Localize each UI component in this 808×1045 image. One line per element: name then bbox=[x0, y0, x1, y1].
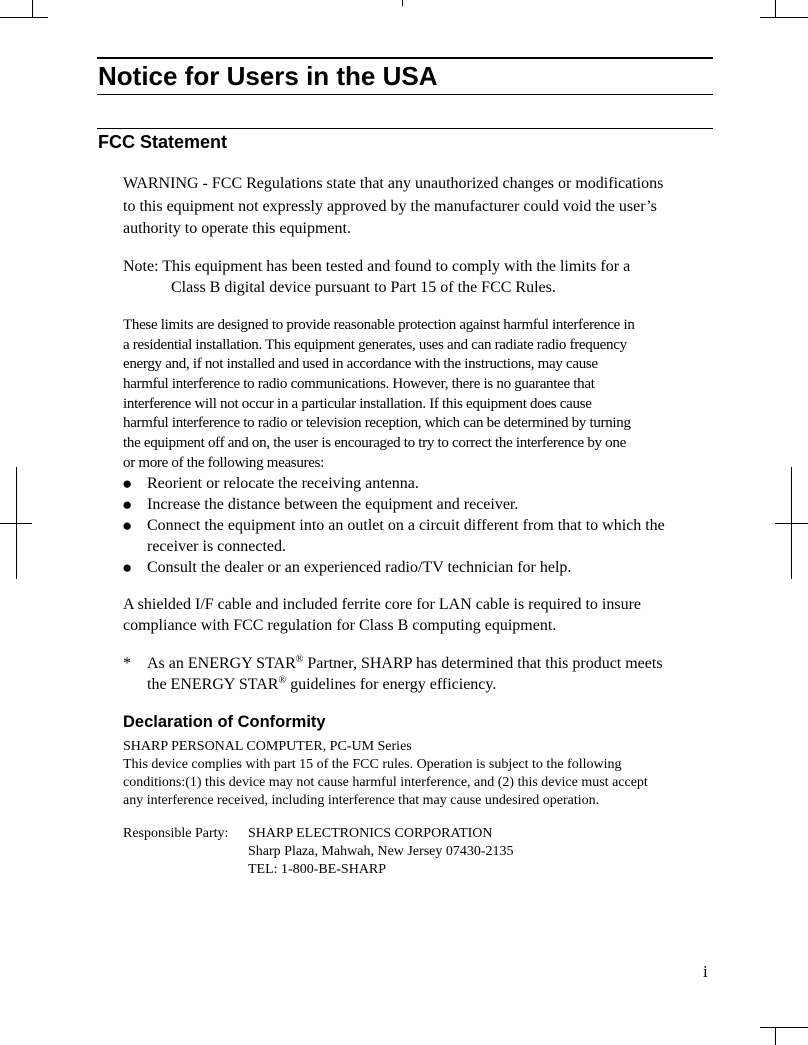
limits-line: or more of the following measures: bbox=[123, 454, 324, 471]
registered-mark: ® bbox=[295, 654, 304, 665]
measures-list bbox=[123, 473, 723, 578]
note-paragraph bbox=[123, 257, 723, 298]
energy-star-line bbox=[123, 653, 723, 674]
crop-mark-top-center bbox=[402, 0, 403, 6]
note-line: Note: This equipment has been tested and found to comply with the limits for a bbox=[123, 258, 631, 275]
title-rule-bottom bbox=[97, 94, 713, 95]
crop-mark-left-mid-h bbox=[0, 523, 32, 524]
crop-mark-top-left-h bbox=[0, 17, 48, 18]
responsible-party-line: Sharp Plaza, Mahwah, New Jersey 07430-2135 bbox=[248, 844, 514, 859]
crop-mark-top-right-v bbox=[775, 0, 776, 17]
responsible-party-details bbox=[248, 825, 514, 879]
shielded-cable-paragraph bbox=[123, 594, 723, 636]
list-item-text: Connect the equipment into an outlet on a circuit different from that to which the bbox=[147, 517, 665, 534]
note-line: Class B digital device pursuant to Part 15 of the FCC Rules. bbox=[171, 278, 556, 296]
energy-star-text: As an ENERGY STAR bbox=[147, 655, 296, 672]
energy-star-text: Partner, SHARP has determined that this product meets bbox=[303, 655, 663, 672]
responsible-party-line: SHARP ELECTRONICS CORPORATION bbox=[248, 826, 493, 841]
crop-mark-top-right-h bbox=[760, 17, 808, 18]
list-item-text: Increase the distance between the equipment and receiver. bbox=[147, 496, 519, 513]
section-heading: FCC Statement bbox=[98, 132, 228, 152]
crop-mark-right-mid-h bbox=[775, 523, 808, 524]
list-item-text: Reorient or relocate the receiving antenna. bbox=[147, 475, 419, 492]
declaration-line: SHARP PERSONAL COMPUTER, PC-UM Series bbox=[123, 739, 412, 754]
declaration-line: This device complies with part 15 of the FCC rules. Operation is subject to the following bbox=[123, 757, 622, 772]
warning-line: WARNING - FCC Regulations state that any unauthorized changes or modifications bbox=[123, 175, 664, 192]
warning-paragraph bbox=[123, 173, 723, 241]
limits-line: a residential installation. This equipment generates, uses and can radiate radio frequency bbox=[123, 336, 627, 353]
responsible-party-line: TEL: 1-800-BE-SHARP bbox=[248, 862, 387, 877]
page-number: i bbox=[703, 962, 708, 981]
section-rule bbox=[97, 128, 713, 129]
title-rule-top bbox=[97, 57, 713, 59]
crop-mark-bottom-right-v bbox=[775, 1028, 776, 1045]
limits-line: harmful interference to radio communications. However, there is no guarantee that bbox=[123, 376, 595, 393]
crop-mark-bottom-right-h bbox=[760, 1027, 808, 1028]
bullet-icon: ● bbox=[122, 474, 133, 493]
limits-line: harmful interference to radio or television reception, which can be determined by turning bbox=[123, 415, 631, 432]
crop-mark-top-left-v bbox=[32, 0, 33, 17]
bullet-icon: ● bbox=[122, 495, 133, 514]
declaration-line: any interference received, including interference that may cause undesired operation. bbox=[123, 793, 600, 808]
bullet-icon: ● bbox=[122, 516, 133, 535]
limits-line: interference will not occur in a particular installation. If this equipment does cause bbox=[123, 395, 592, 412]
limits-line: These limits are designed to provide reasonable protection against harmful interference in bbox=[123, 317, 635, 333]
responsible-party-label: Responsible Party: bbox=[123, 826, 229, 841]
declaration-heading: Declaration of Conformity bbox=[123, 713, 326, 731]
bullet-icon: ● bbox=[122, 558, 133, 577]
energy-star-text: the ENERGY STAR bbox=[147, 676, 279, 693]
list-item-text: Consult the dealer or an experienced radio/TV technician for help. bbox=[147, 559, 572, 576]
list-item bbox=[123, 557, 723, 578]
limits-line: the equipment off and on, the user is encouraged to try to correct the interference by one bbox=[123, 435, 626, 452]
page-title: Notice for Users in the USA bbox=[98, 61, 438, 91]
limits-paragraph bbox=[123, 316, 723, 474]
energy-star-text: guidelines for energy efficiency. bbox=[286, 676, 497, 693]
list-item bbox=[123, 515, 723, 536]
list-item bbox=[123, 494, 723, 515]
declaration-paragraph bbox=[123, 738, 723, 810]
energy-star-note bbox=[123, 653, 723, 695]
warning-line: to this equipment not expressly approved by the manufacturer could void the user’s bbox=[123, 197, 657, 215]
shielded-line: compliance with FCC regulation for Class B computing equipment. bbox=[123, 617, 557, 634]
shielded-line: A shielded I/F cable and included ferrite core for LAN cable is required to insure bbox=[123, 596, 642, 613]
limits-line: energy and, if not installed and used in accordance with the instructions, may cause bbox=[123, 356, 598, 373]
list-item-continuation: receiver is connected. bbox=[147, 538, 287, 555]
warning-line: authority to operate this equipment. bbox=[123, 220, 351, 237]
energy-star-line bbox=[123, 674, 723, 695]
list-item bbox=[123, 473, 723, 494]
declaration-line: conditions:(1) this device may not cause harmful interference, and (2) this device must accept bbox=[123, 775, 648, 790]
registered-mark: ® bbox=[278, 675, 287, 686]
asterisk: * bbox=[123, 655, 131, 672]
